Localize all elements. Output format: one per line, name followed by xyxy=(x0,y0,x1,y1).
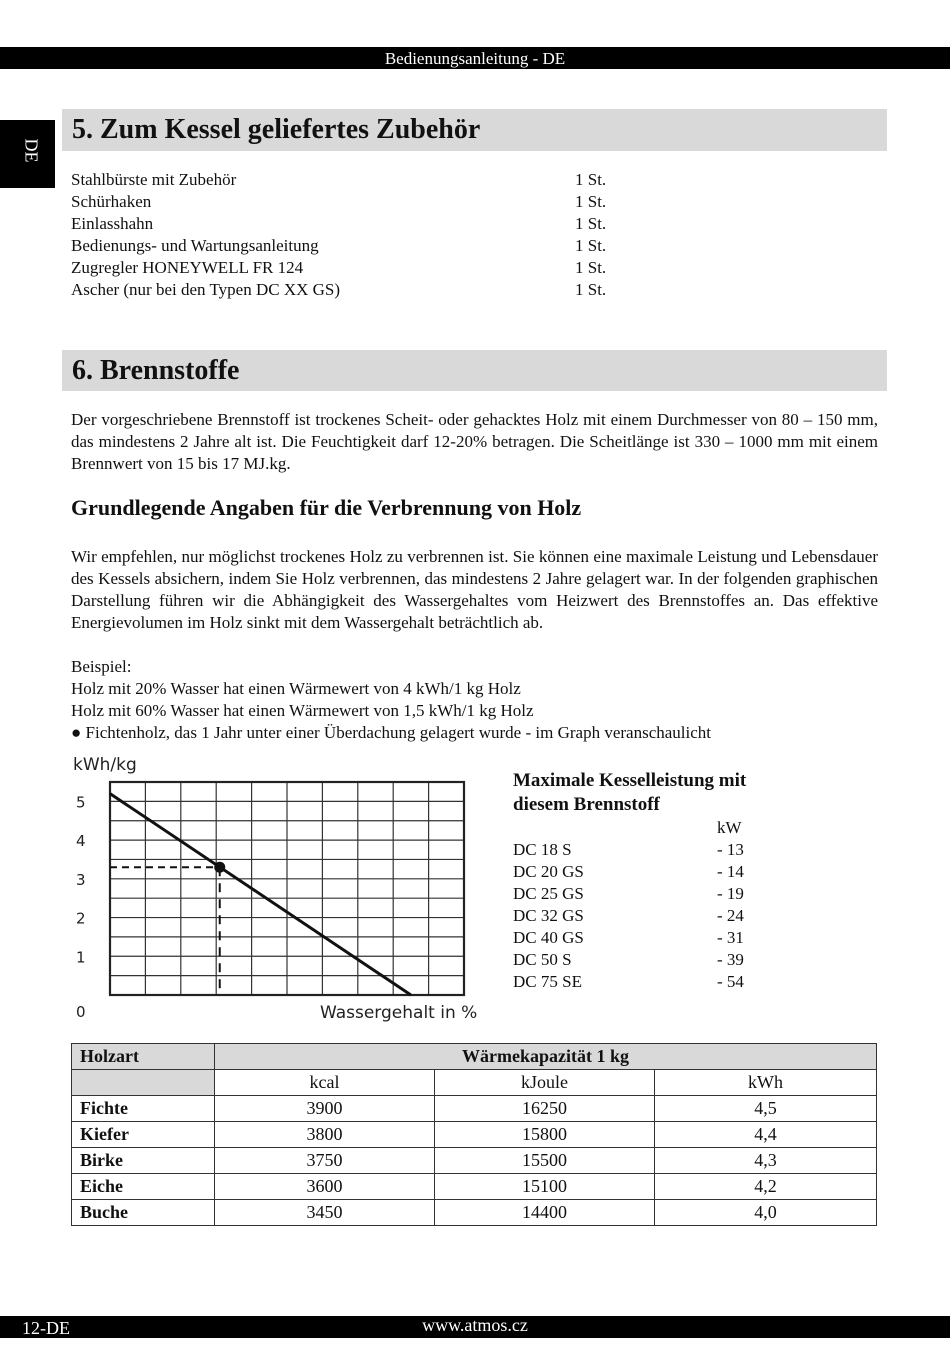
table-cell: Eiche xyxy=(72,1174,215,1200)
example-line: Holz mit 20% Wasser hat einen Wärmewert von 4 kWh/1 kg Holz xyxy=(71,679,521,698)
table-cell: 15100 xyxy=(435,1174,655,1200)
boiler-row xyxy=(513,927,773,949)
table-empty-cell xyxy=(72,1070,215,1096)
table-row xyxy=(72,1174,877,1200)
page-footer-bar xyxy=(0,1316,950,1338)
accessory-qty: 1 St. xyxy=(575,236,607,255)
table-header-row xyxy=(72,1044,877,1070)
heat-value-chart xyxy=(60,748,490,1028)
boiler-row xyxy=(513,905,773,927)
bullet-line xyxy=(71,722,878,744)
section-6-title: 6. Brennstoffe xyxy=(72,355,240,386)
boiler-output-block xyxy=(513,769,773,993)
accessory-qty: 1 St. xyxy=(575,192,607,211)
table-row xyxy=(72,1148,877,1174)
table-unit-row xyxy=(72,1070,877,1096)
table-cell: 4,5 xyxy=(655,1096,877,1122)
table-cell: 3600 xyxy=(215,1174,435,1200)
boiler-output-title-line: Maximale Kesselleistung mit xyxy=(513,770,747,791)
boiler-model: DC 25 GS xyxy=(513,884,584,903)
chart-y-tick-label: 1 xyxy=(76,948,86,967)
boiler-row xyxy=(513,949,773,971)
chart-y-tick-label: 2 xyxy=(76,909,86,928)
combustion-paragraph: Wir empfehlen, nur möglichst trockenes Holz zu verbrennen ist. Sie können eine maximale Leistung und Lebensdauer des Kessels absichern, indem Sie Holz verbrennen, das mindestens 2 Jahre gelagert war. In der folgenden graphischen Darstellung führen wir die Abhängigkeit des Wassergehaltes vom Heizwert des Brennstoffes an. Das effektive Energievolumen im Holz sinkt mit dem Wassergehalt beträchtlich ab. xyxy=(71,547,878,632)
table-cell: 4,0 xyxy=(655,1200,877,1226)
accessory-list xyxy=(71,169,631,301)
accessory-item xyxy=(71,213,631,235)
fuel-intro-paragraph: Der vorgeschriebene Brennstoff ist trockenes Scheit- oder gehacktes Holz mit einem Durchmesser von 80 – 150 mm, das mindestens 2 Jahre alt ist. Die Feuchtigkeit darf 12-20% betragen. Die Scheitlänge ist 330 – 1000 mm mit einem Brennwert von 15 bis 17 MJ.kg. xyxy=(71,410,878,473)
table-cell: 16250 xyxy=(435,1096,655,1122)
chart-y-tick-label: 0 xyxy=(76,1003,86,1021)
table-cell: 3800 xyxy=(215,1122,435,1148)
bullet-icon: ● xyxy=(71,723,82,742)
accessory-name: Schürhaken xyxy=(71,192,152,211)
boiler-row xyxy=(513,883,773,905)
wood-heat-table xyxy=(71,1043,877,1226)
boiler-row xyxy=(513,861,773,883)
table-cell: Buche xyxy=(72,1200,215,1226)
boiler-kw: - 39 xyxy=(717,950,744,969)
boiler-kw: - 54 xyxy=(717,972,744,991)
page-number: 12-DE xyxy=(22,1318,70,1338)
accessory-item xyxy=(71,279,631,301)
accessory-name: Stahlbürste mit Zubehör xyxy=(71,170,237,189)
accessory-name: Ascher (nur bei den Typen DC XX GS) xyxy=(71,280,341,299)
table-cell: 15500 xyxy=(435,1148,655,1174)
boiler-model: DC 50 S xyxy=(513,950,572,969)
language-side-tab-label: DE xyxy=(21,138,42,163)
chart-y-ticks xyxy=(76,793,86,1021)
chart-y-tick-label: 4 xyxy=(76,832,86,851)
page-header-bar xyxy=(0,47,950,69)
chart-xlabel: Wassergehalt in % xyxy=(320,1003,478,1023)
chart-grid xyxy=(110,782,464,995)
chart-ylabel: kWh/kg xyxy=(73,755,137,775)
language-side-tab xyxy=(0,120,55,188)
boiler-output-unit: kW xyxy=(717,818,742,837)
table-unit-cell: kJoule xyxy=(435,1070,655,1096)
table-cell: 3900 xyxy=(215,1096,435,1122)
accessory-qty: 1 St. xyxy=(575,214,607,233)
boiler-output-unit-row xyxy=(513,817,773,839)
example-block xyxy=(71,656,878,744)
chart-series-line xyxy=(110,794,411,995)
boiler-kw: - 31 xyxy=(717,928,744,947)
table-unit-cell: kWh xyxy=(655,1070,877,1096)
accessory-item xyxy=(71,257,631,279)
table-header-cell: Holzart xyxy=(72,1044,215,1070)
table-row xyxy=(72,1200,877,1226)
table-cell: 4,2 xyxy=(655,1174,877,1200)
boiler-kw: - 19 xyxy=(717,884,744,903)
boiler-kw: - 14 xyxy=(717,862,744,881)
accessory-item xyxy=(71,235,631,257)
accessory-qty: 1 St. xyxy=(575,170,607,189)
example-line: Holz mit 60% Wasser hat einen Wärmewert von 1,5 kWh/1 kg Holz xyxy=(71,701,534,720)
accessory-name: Einlasshahn xyxy=(71,214,154,233)
page-header-title: Bedienungsanleitung - DE xyxy=(384,49,566,68)
boiler-output-title xyxy=(513,769,773,817)
accessory-qty: 1 St. xyxy=(575,280,607,299)
table-header-cell: Wärmekapazität 1 kg xyxy=(215,1044,877,1070)
chart-y-tick-label: 3 xyxy=(76,870,86,889)
boiler-row xyxy=(513,971,773,993)
example-label: Beispiel: xyxy=(71,657,132,676)
table-cell: 4,4 xyxy=(655,1122,877,1148)
table-row xyxy=(72,1096,877,1122)
table-cell: Birke xyxy=(72,1148,215,1174)
section-5-title: 5. Zum Kessel geliefertes Zubehör xyxy=(72,114,481,145)
footer-url: www.atmos.cz xyxy=(422,1315,528,1335)
accessory-name: Zugregler HONEYWELL FR 124 xyxy=(71,258,304,277)
boiler-row xyxy=(513,839,773,861)
accessory-qty: 1 St. xyxy=(575,258,607,277)
chart-series xyxy=(110,794,411,995)
accessory-name: Bedienungs- und Wartungsanleitung xyxy=(71,236,319,255)
bullet-text: Fichtenholz, das 1 Jahr unter einer Überdachung gelagert wurde - im Graph veranschaulicht xyxy=(85,723,711,742)
boiler-kw: - 24 xyxy=(717,906,744,925)
table-cell: 15800 xyxy=(435,1122,655,1148)
boiler-output-title-line: diesem Brennstoff xyxy=(513,794,660,815)
table-cell: Fichte xyxy=(72,1096,215,1122)
combustion-subheading: Grundlegende Angaben für die Verbrennung von Holz xyxy=(71,495,582,520)
accessory-item xyxy=(71,191,631,213)
table-cell: 14400 xyxy=(435,1200,655,1226)
chart-y-tick-label: 5 xyxy=(76,793,86,812)
table-cell: 3450 xyxy=(215,1200,435,1226)
boiler-model: DC 20 GS xyxy=(513,862,584,881)
table-row xyxy=(72,1122,877,1148)
accessory-item xyxy=(71,169,631,191)
section-5-heading xyxy=(62,109,887,151)
chart-marker-point xyxy=(214,862,225,873)
boiler-model: DC 75 SE xyxy=(513,972,582,991)
table-unit-cell: kcal xyxy=(215,1070,435,1096)
table-cell: 3750 xyxy=(215,1148,435,1174)
section-6-heading xyxy=(62,350,887,391)
table-cell: 4,3 xyxy=(655,1148,877,1174)
boiler-model: DC 18 S xyxy=(513,840,572,859)
boiler-model: DC 32 GS xyxy=(513,906,584,925)
table-cell: Kiefer xyxy=(72,1122,215,1148)
boiler-kw: - 13 xyxy=(717,840,744,859)
boiler-model: DC 40 GS xyxy=(513,928,584,947)
